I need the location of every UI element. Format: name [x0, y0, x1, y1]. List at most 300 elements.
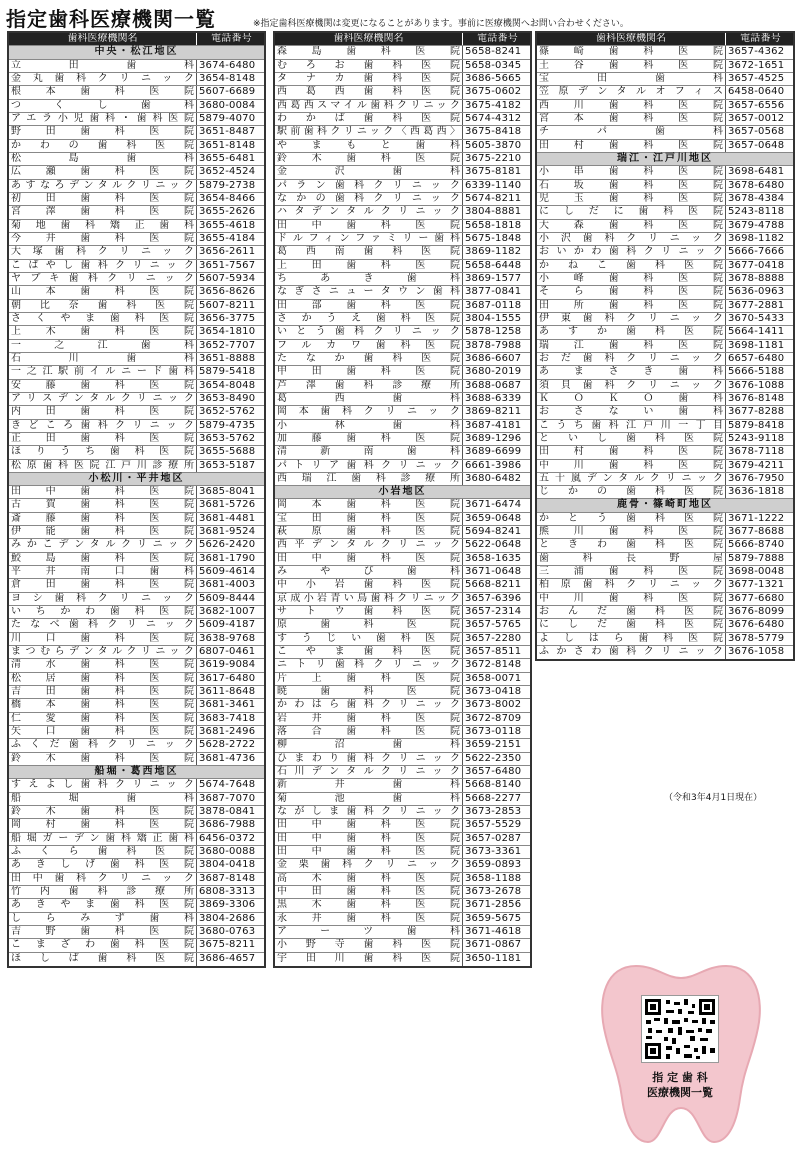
clinic-phone: 3677-8688 — [728, 526, 785, 538]
clinic-row — [9, 793, 264, 806]
clinic-name: ひまわり歯科クリニック — [275, 753, 463, 765]
clinic-phone: 5674-4312 — [465, 112, 522, 124]
clinic-row — [9, 499, 264, 512]
clinic-phone: 5879-8418 — [728, 419, 785, 431]
clinic-name: にしだ歯科医院 — [537, 619, 726, 631]
clinic-row — [9, 180, 264, 193]
clinic-phone: 3686-6607 — [465, 352, 522, 364]
clinic-name: 黒木歯科医院 — [275, 899, 463, 911]
clinic-name: ちあき歯科 — [275, 273, 463, 285]
clinic-name: タナカ歯科医院 — [275, 73, 463, 85]
clinic-phone: 6661-3986 — [465, 459, 522, 471]
clinic-name: 伊能歯科医院 — [9, 526, 197, 538]
clinic-row — [537, 113, 793, 126]
clinic-row — [9, 806, 264, 819]
clinic-row — [9, 913, 264, 926]
clinic-row — [275, 86, 530, 99]
clinic-phone: 3670-5433 — [728, 312, 785, 324]
clinic-phone: 5609-8444 — [199, 592, 256, 604]
clinic-row — [537, 619, 793, 632]
clinic-name: おだ歯科クリニック — [537, 353, 726, 365]
clinic-name: 安藤歯科医院 — [9, 380, 197, 392]
clinic-name: 倉田歯科医院 — [9, 579, 197, 591]
clinic-table-column-2 — [273, 31, 532, 968]
clinic-name: かわの歯科医院 — [9, 140, 197, 152]
clinic-table-column-1 — [7, 31, 266, 968]
header-name: 歯科医療機関名 — [275, 33, 463, 45]
qr-code[interactable] — [641, 995, 719, 1063]
clinic-name: 宝田歯科医院 — [275, 513, 463, 525]
clinic-name: 内田歯科医院 — [9, 406, 197, 418]
clinic-row — [9, 393, 264, 406]
clinic-name: 鈴木歯科医院 — [9, 753, 197, 765]
clinic-name: 田部歯科医院 — [275, 300, 463, 312]
clinic-name: 松原歯科医院江戸川診療所 — [9, 460, 197, 472]
clinic-row — [9, 140, 264, 153]
clinic-name: 小沢歯科クリニック — [537, 233, 726, 245]
clinic-name: 田中歯科クリニック — [9, 873, 197, 885]
header-phone: 電話番号 — [740, 33, 781, 44]
clinic-phone: 6657-6480 — [728, 352, 785, 364]
clinic-name: たなべ歯科クリニック — [9, 619, 197, 631]
clinic-name: しらみず歯科 — [9, 913, 197, 925]
clinic-name: 一 之 江 歯 科 — [9, 340, 197, 352]
clinic-phone: 3681-4736 — [199, 752, 256, 764]
clinic-name: 熊川歯科医院 — [537, 526, 726, 538]
clinic-name: 上田歯科医院 — [275, 260, 463, 272]
clinic-name: そら歯科医院 — [537, 286, 726, 298]
clinic-name: 石川デンタルクリニック — [275, 766, 463, 778]
clinic-row — [275, 699, 530, 712]
clinic-phone: 3677-6680 — [728, 592, 785, 604]
clinic-phone: 3657-6556 — [728, 99, 785, 111]
clinic-row — [9, 633, 264, 646]
clinic-name: さくやま歯科医院 — [9, 313, 197, 325]
clinic-phone: 3657-5529 — [465, 819, 522, 831]
clinic-phone: 5879-2738 — [199, 179, 256, 191]
clinic-row — [9, 886, 264, 899]
clinic-name: 甲田歯科医院 — [275, 366, 463, 378]
clinic-row — [275, 726, 530, 739]
clinic-name: 橋本歯科医院 — [9, 699, 197, 711]
clinic-phone: 6339-1140 — [465, 179, 522, 191]
clinic-name: 立 田 歯 科 — [9, 60, 197, 72]
clinic-row — [9, 300, 264, 313]
clinic-row — [9, 233, 264, 246]
clinic-phone: 5607-5934 — [199, 272, 256, 284]
clinic-phone: 3698-1182 — [728, 232, 785, 244]
clinic-name: といし歯科医院 — [537, 433, 726, 445]
clinic-phone: 3698-1181 — [728, 339, 785, 351]
clinic-name: 西葛西歯科医院 — [275, 86, 463, 98]
clinic-row — [275, 606, 530, 619]
clinic-phone: 3678-4384 — [728, 192, 785, 204]
clinic-row — [275, 420, 530, 433]
clinic-row — [537, 326, 793, 339]
clinic-name: 石 川 歯 科 — [9, 353, 197, 365]
clinic-row — [9, 686, 264, 699]
clinic-name: 加藤歯科医院 — [275, 433, 463, 445]
clinic-name: 田中歯科医院 — [275, 553, 463, 565]
clinic-phone: 3686-7988 — [199, 819, 256, 831]
clinic-phone: 3689-1296 — [465, 432, 522, 444]
clinic-row — [537, 446, 793, 459]
clinic-name: 広瀬歯科医院 — [9, 166, 197, 178]
clinic-name: よしはら歯科医院 — [537, 633, 726, 645]
clinic-row — [537, 313, 793, 326]
clinic-row — [275, 766, 530, 779]
clinic-row — [275, 433, 530, 446]
clinic-name: こうち歯科江戸川一丁目 — [537, 420, 726, 432]
clinic-row — [275, 286, 530, 299]
clinic-row — [9, 939, 264, 952]
clinic-name: ほしば歯科医院 — [9, 953, 197, 966]
clinic-row — [275, 739, 530, 752]
clinic-phone: 5668-8140 — [465, 779, 522, 791]
clinic-phone: 3659-5675 — [465, 912, 522, 924]
clinic-name: 笠原デンタルオフィス — [537, 86, 726, 98]
clinic-row — [275, 846, 530, 859]
clinic-phone: 3673-2678 — [465, 886, 522, 897]
clinic-name: 菊 池 歯 科 — [275, 793, 463, 805]
clinic-row — [275, 819, 530, 832]
clinic-row — [9, 646, 264, 659]
clinic-phone: 3651-7567 — [199, 259, 256, 271]
clinic-phone: 3657-8511 — [465, 646, 522, 658]
section-heading: 小松川・平井地区 — [9, 473, 264, 486]
clinic-row — [275, 779, 530, 792]
clinic-row — [9, 619, 264, 632]
clinic-phone: 3677-1321 — [728, 579, 785, 591]
clinic-phone: 3681-4481 — [199, 512, 256, 524]
clinic-phone: 3678-8888 — [728, 272, 785, 284]
clinic-name: ふくら歯科医院 — [9, 846, 197, 858]
clinic-row — [275, 206, 530, 219]
clinic-phone: 3869-3306 — [199, 899, 256, 911]
clinic-phone: 5609-4614 — [199, 566, 256, 578]
clinic-row — [9, 953, 264, 966]
clinic-row — [275, 300, 530, 313]
clinic-name: フルカワ歯科医院 — [275, 340, 463, 352]
clinic-row — [537, 246, 793, 259]
clinic-row — [9, 366, 264, 379]
clinic-name: 宮本歯科医院 — [537, 113, 726, 125]
clinic-row — [275, 46, 530, 59]
clinic-name: 斎藤歯科医院 — [9, 513, 197, 525]
clinic-phone: 3678-6480 — [728, 179, 785, 191]
clinic-row — [537, 380, 793, 393]
clinic-phone: 3671-4618 — [465, 925, 522, 937]
clinic-name: ヨシ歯科クリニック — [9, 593, 197, 605]
clinic-name: 竹内歯科診療所 — [9, 886, 197, 898]
clinic-name: 一之江駅前イルニード歯科 — [9, 366, 197, 378]
clinic-name: 瑞江歯科医院 — [537, 340, 726, 352]
clinic-row — [9, 833, 264, 846]
clinic-phone: 3681-2496 — [199, 726, 256, 738]
clinic-phone: 3671-0867 — [465, 939, 522, 951]
clinic-phone: 5628-2722 — [199, 739, 256, 751]
clinic-name: 吉野歯科医院 — [9, 926, 197, 938]
clinic-phone: 5666-5188 — [728, 366, 785, 378]
clinic-row — [537, 206, 793, 219]
clinic-phone: 3675-8418 — [465, 126, 522, 138]
clinic-name: チ パ 歯 科 — [537, 126, 726, 138]
clinic-phone: 3687-7070 — [199, 792, 256, 804]
clinic-phone: 5668-8211 — [465, 579, 522, 591]
clinic-name: 宝田歯科 — [537, 73, 726, 85]
clinic-row — [9, 726, 264, 739]
clinic-phone: 3653-5762 — [199, 432, 256, 444]
clinic-name: 川口歯科医院 — [9, 633, 197, 645]
page-title: 指定歯科医療機関一覧 — [6, 7, 216, 31]
clinic-name: みかこデンタルクリニック — [9, 539, 197, 551]
clinic-name: アーツ歯科 — [275, 926, 463, 938]
notice-text: ※指定歯科医療機関は変更になることがあります。事前に医療機関へお問い合わせください。 — [253, 19, 629, 29]
clinic-phone: 5243-9118 — [728, 432, 785, 444]
clinic-row — [537, 513, 793, 526]
clinic-row — [275, 273, 530, 286]
clinic-row — [275, 913, 530, 926]
clinic-row — [275, 513, 530, 526]
clinic-phone: 5674-7648 — [199, 779, 256, 791]
clinic-phone: 3675-8211 — [199, 939, 256, 951]
clinic-name: 葛西南歯科医院 — [275, 246, 463, 258]
clinic-name: 田中歯科医院 — [275, 846, 463, 858]
clinic-phone: 3651-8148 — [199, 139, 256, 151]
clinic-name: 中小岩歯科医院 — [275, 579, 463, 591]
clinic-phone: 3657-5765 — [465, 619, 522, 631]
clinic-row — [537, 393, 793, 406]
clinic-name: ふかさわ歯科クリニック — [537, 646, 726, 659]
clinic-name: 岡本歯科クリニック — [275, 406, 463, 418]
clinic-row — [537, 526, 793, 539]
clinic-row — [9, 566, 264, 579]
clinic-phone: 3675-4182 — [465, 99, 522, 111]
clinic-row — [275, 140, 530, 153]
clinic-row — [9, 819, 264, 832]
clinic-name: 大塚歯科クリニック — [9, 246, 197, 258]
clinic-phone: 3657-4525 — [728, 72, 785, 84]
clinic-name: こやま歯科医院 — [275, 646, 463, 658]
clinic-name: 伊東歯科クリニック — [537, 313, 726, 325]
table-header — [9, 33, 264, 46]
clinic-name: 根本歯科医院 — [9, 86, 197, 98]
clinic-row — [275, 873, 530, 886]
clinic-phone: 3674-6480 — [199, 59, 256, 71]
clinic-name: 田中歯科医院 — [275, 833, 463, 845]
clinic-phone: 3654-1810 — [199, 326, 256, 338]
clinic-row — [275, 659, 530, 672]
clinic-phone: 3657-2280 — [465, 632, 522, 644]
clinic-row — [9, 286, 264, 299]
clinic-row — [275, 753, 530, 766]
clinic-name: 高木歯科医院 — [275, 873, 463, 885]
clinic-name: ニトリ歯科クリニック — [275, 659, 463, 671]
clinic-name: 古賀歯科医院 — [9, 499, 197, 511]
clinic-phone: 3672-8709 — [465, 712, 522, 724]
clinic-row — [9, 779, 264, 792]
section-heading: 鹿骨・篠崎町地区 — [537, 499, 793, 512]
clinic-name: 船 堀 歯 科 — [9, 793, 197, 805]
clinic-name: 松 島 歯 科 — [9, 153, 197, 165]
clinic-name: アエラ小児歯科・歯科医院 — [9, 113, 197, 125]
clinic-row — [9, 260, 264, 273]
clinic-phone: 3675-8181 — [465, 166, 522, 178]
clinic-phone: 3659-2151 — [465, 739, 522, 751]
clinic-phone: 3671-0648 — [465, 566, 522, 578]
table-header — [537, 33, 793, 46]
clinic-phone: 3652-7707 — [199, 339, 256, 351]
clinic-row — [9, 846, 264, 859]
clinic-phone: 5243-8118 — [728, 206, 785, 218]
clinic-name: ヤブキ歯科クリニック — [9, 273, 197, 285]
clinic-row — [275, 953, 530, 966]
clinic-row — [275, 806, 530, 819]
clinic-phone: 3657-0012 — [728, 112, 785, 124]
clinic-phone: 3638-9768 — [199, 632, 256, 644]
clinic-name: 小 林 歯 科 — [275, 420, 463, 432]
clinic-row — [275, 499, 530, 512]
clinic-row — [275, 899, 530, 912]
qr-label-line-1: 指 定 歯 科 — [652, 1071, 708, 1084]
clinic-row — [275, 60, 530, 73]
clinic-name: こまざわ歯科医院 — [9, 939, 197, 951]
clinic-phone: 3657-0287 — [465, 832, 522, 844]
clinic-row — [9, 246, 264, 259]
clinic-name: 西川歯科医院 — [537, 100, 726, 112]
clinic-name: 清水歯科医院 — [9, 659, 197, 671]
clinic-row — [275, 380, 530, 393]
clinic-name: やまもと歯科 — [275, 140, 463, 152]
clinic-phone: 5607-6689 — [199, 86, 256, 98]
clinic-row — [275, 593, 530, 606]
clinic-phone: 3658-1188 — [465, 872, 522, 884]
clinic-name: 岡本歯科医院 — [275, 499, 463, 511]
clinic-row — [275, 713, 530, 726]
clinic-name: 新 井 歯 科 — [275, 779, 463, 791]
clinic-phone: 3869-1577 — [465, 272, 522, 284]
clinic-row — [9, 220, 264, 233]
clinic-phone: 3619-9084 — [199, 659, 256, 671]
clinic-phone: 3671-2856 — [465, 899, 522, 911]
clinic-phone: 3675-0602 — [465, 86, 522, 98]
clinic-name: おいかわ歯科クリニック — [537, 246, 726, 258]
clinic-phone: 3677-2881 — [728, 299, 785, 311]
clinic-row — [275, 460, 530, 473]
clinic-phone: 6456-0372 — [199, 832, 256, 844]
clinic-row — [275, 646, 530, 659]
clinic-name: 今井歯科医院 — [9, 233, 197, 245]
clinic-name: 中川歯科医院 — [537, 593, 726, 605]
clinic-phone: 3671-6474 — [465, 499, 522, 511]
clinic-name: 田村歯科医院 — [537, 446, 726, 458]
clinic-row — [537, 60, 793, 73]
clinic-phone: 3677-8288 — [728, 406, 785, 418]
clinic-phone: 3688-0687 — [465, 379, 522, 391]
clinic-phone: 3681-9524 — [199, 526, 256, 538]
clinic-row — [537, 126, 793, 139]
clinic-name: 歯科長野屋 — [537, 553, 726, 565]
clinic-row — [275, 553, 530, 566]
clinic-name: ふくだ歯科クリニック — [9, 739, 197, 751]
clinic-row — [537, 86, 793, 99]
clinic-name: かわはら歯科クリニック — [275, 699, 463, 711]
clinic-name: 小串歯科医院 — [537, 166, 726, 178]
clinic-row — [9, 113, 264, 126]
clinic-name: なぎさニュータウン歯科 — [275, 286, 463, 298]
clinic-row — [9, 579, 264, 592]
clinic-row — [275, 166, 530, 179]
clinic-phone: 3676-7950 — [728, 472, 785, 484]
clinic-row — [537, 633, 793, 646]
clinic-phone: 3869-1182 — [465, 246, 522, 258]
clinic-row — [9, 313, 264, 326]
clinic-phone: 3655-2626 — [199, 206, 256, 218]
clinic-row — [275, 633, 530, 646]
clinic-row — [275, 446, 530, 459]
header-name: 歯科医療機関名 — [537, 33, 726, 45]
clinic-row — [275, 153, 530, 166]
clinic-phone: 3655-5688 — [199, 446, 256, 458]
clinic-row — [537, 406, 793, 419]
clinic-phone: 3698-0048 — [728, 566, 785, 578]
clinic-row — [9, 446, 264, 459]
clinic-phone: 3658-1635 — [465, 552, 522, 564]
clinic-row — [9, 193, 264, 206]
clinic-phone: 5666-7666 — [728, 246, 785, 258]
clinic-phone: 3877-0841 — [465, 286, 522, 298]
clinic-row — [275, 100, 530, 113]
clinic-name: サトウ歯科医院 — [275, 606, 463, 618]
clinic-row — [9, 739, 264, 752]
clinic-name: あきやま歯科医院 — [9, 899, 197, 911]
clinic-phone: 3653-8490 — [199, 392, 256, 404]
clinic-name: 萩原歯科医院 — [275, 526, 463, 538]
clinic-phone: 5609-4187 — [199, 619, 256, 631]
clinic-row — [275, 539, 530, 552]
clinic-phone: 3682-1007 — [199, 606, 256, 618]
clinic-phone: 3680-2019 — [465, 366, 522, 378]
clinic-row — [537, 340, 793, 353]
clinic-name: 駅前歯科クリニック〈西葛西〉 — [275, 126, 463, 138]
clinic-phone: 3659-0893 — [465, 859, 522, 871]
clinic-phone: 3652-5762 — [199, 406, 256, 418]
clinic-name: 中田歯科医院 — [275, 886, 463, 898]
clinic-phone: 6807-0461 — [199, 646, 256, 658]
clinic-phone: 3657-6396 — [465, 592, 522, 604]
clinic-name: 西平デンタルクリニック — [275, 539, 463, 551]
clinic-name: 三浦歯科医院 — [537, 566, 726, 578]
clinic-row — [9, 126, 264, 139]
clinic-name: 葛 西 歯 科 — [275, 393, 463, 405]
table-header — [275, 33, 530, 46]
clinic-row — [537, 140, 793, 153]
clinic-phone: 5605-3870 — [465, 139, 522, 151]
clinic-name: すえよし歯科クリニック — [9, 779, 197, 791]
clinic-name: まつむらデンタルクリニック — [9, 646, 197, 658]
clinic-phone: 5668-2277 — [465, 792, 522, 804]
section-heading: 小岩地区 — [275, 486, 530, 499]
clinic-name: 永井歯科医院 — [275, 913, 463, 925]
clinic-name: 宮澤歯科医院 — [9, 206, 197, 218]
clinic-row — [9, 153, 264, 166]
clinic-name: ときわ歯科医院 — [537, 539, 726, 551]
clinic-phone: 5879-4070 — [199, 112, 256, 124]
clinic-name: みやび歯科 — [275, 566, 463, 578]
clinic-name: 西葛西スマイル歯科クリニック — [275, 100, 463, 112]
clinic-phone: 5658-8241 — [465, 46, 522, 58]
clinic-phone: 3673-0118 — [465, 726, 522, 738]
